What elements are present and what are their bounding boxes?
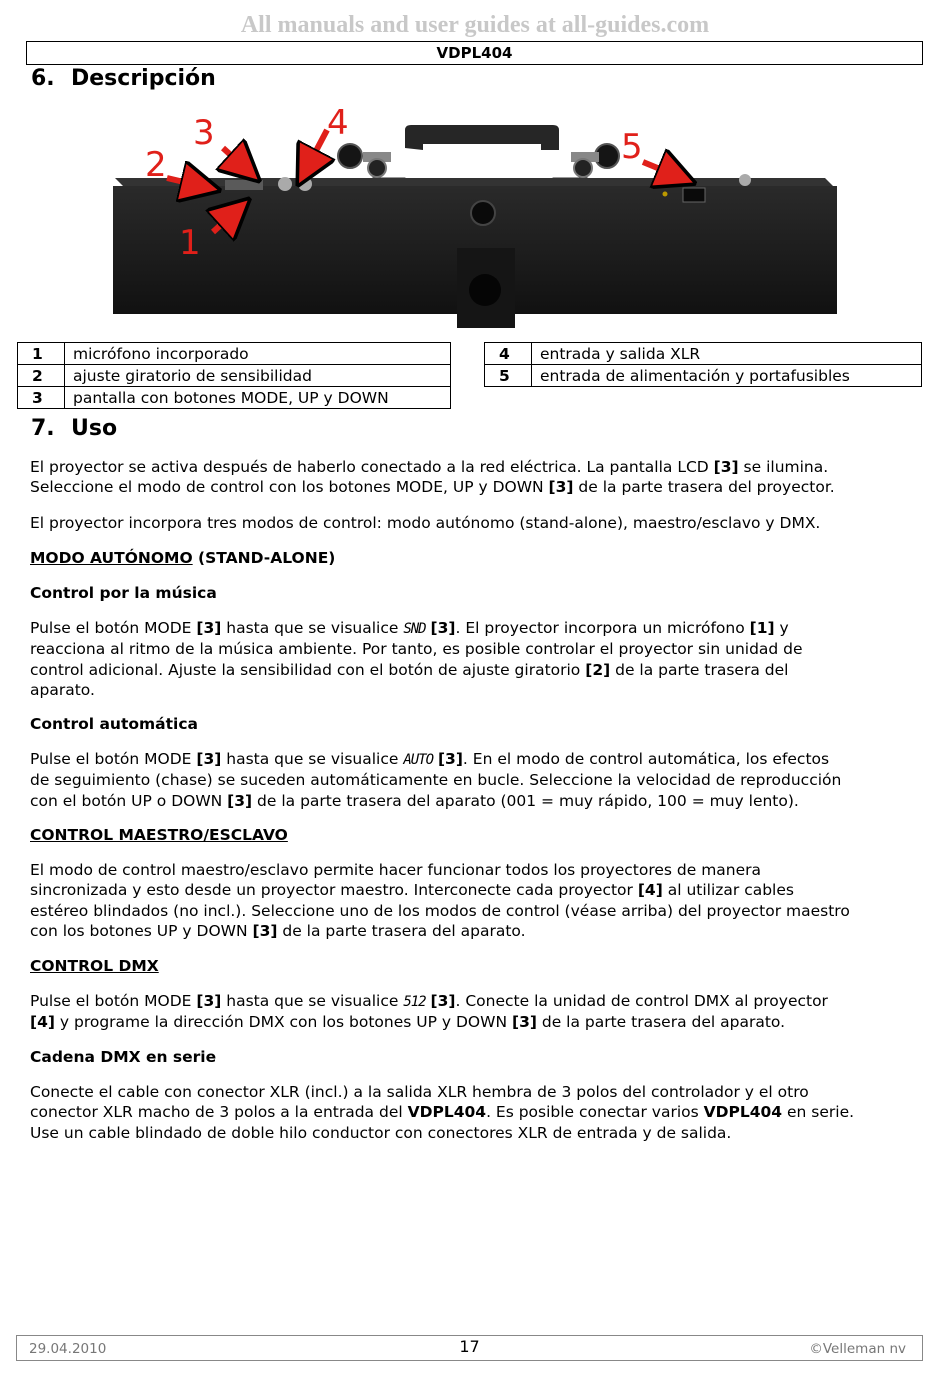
heading-dmx: CONTROL DMX bbox=[30, 957, 159, 975]
lcd-text-auto: AUTO bbox=[403, 752, 434, 768]
paragraph-dmx-chain: Conecte el cable con conector XLR (incl.) a la salida XLR hembra de 3 polos del controlador y el otro conector XLR macho de 3 polos a la entrada del VDPL404. Es posible conectar varios VDPL404 en serie. Use un cable blindado de doble hilo conductor con conectores XLR de entrada y de salida. bbox=[30, 1083, 855, 1142]
heading-master-slave: CONTROL MAESTRO/ESCLAVO bbox=[30, 826, 288, 844]
footer-copyright: ©Velleman nv bbox=[809, 1341, 906, 1357]
legend-table-right bbox=[484, 342, 922, 387]
section-heading: Descripción bbox=[71, 66, 216, 91]
legend-number: 4 bbox=[485, 343, 532, 365]
callout-4: 4 bbox=[327, 103, 349, 143]
section-title-uso bbox=[31, 416, 117, 441]
legend-row bbox=[485, 365, 922, 387]
heading-dmx-chain: Cadena DMX en serie bbox=[30, 1048, 217, 1066]
lcd-display bbox=[225, 180, 263, 190]
legend-text: ajuste giratorio de sensibilidad bbox=[65, 365, 451, 387]
callout-5: 5 bbox=[621, 127, 643, 167]
section-number: 7. bbox=[31, 416, 55, 441]
paragraph-master-slave: El modo de control maestro/esclavo permite hacer funcionar todos los proyectores de manera sincronizada y esto desde un proyector maestro. Interconecte cada proyector [4] al utilizar cables estéreo blindados (no incl.). Seleccione uno de los modos de control (véase arriba) del proyector maestro con los botones UP y DOWN [3] de la parte trasera del aparato. bbox=[30, 861, 850, 940]
paragraph-dmx: Pulse el botón MODE [3] hasta que se visualice 512 [3]. Conecte la unidad de control DMX al proyector [4] y programe la dirección DMX con los botones UP y DOWN [3] de la parte trasera del aparato. bbox=[30, 992, 828, 1032]
legend-text: entrada de alimentación y portafusibles bbox=[532, 365, 922, 387]
legend-number: 3 bbox=[18, 387, 65, 409]
watermark: All manuals and user guides at all-guides.com bbox=[240, 12, 710, 38]
callout-3: 3 bbox=[193, 113, 215, 153]
legend-number: 2 bbox=[18, 365, 65, 387]
callout-2: 2 bbox=[145, 145, 167, 185]
heading-standalone: MODO AUTÓNOMO (STAND-ALONE) bbox=[30, 549, 336, 567]
section-number: 6. bbox=[31, 66, 55, 91]
legend-row bbox=[18, 343, 451, 365]
legend-text: micrófono incorporado bbox=[65, 343, 451, 365]
heading-music-control: Control por la música bbox=[30, 584, 217, 602]
section-title-descripcion bbox=[31, 66, 216, 91]
paragraph-music-control: Pulse el botón MODE [3] hasta que se visualice SND [3]. El proyector incorpora un micrófono [1] y reacciona al ritmo de la música ambiente. Por tanto, es posible controlar el proyector sin unidad de control adicional. Ajuste la sensibilidad con el botón de ajuste giratorio [2] de la parte trasera del aparato. bbox=[30, 619, 803, 699]
product-photo bbox=[105, 100, 845, 340]
callout-1: 1 bbox=[179, 223, 201, 263]
lcd-text-snd: SND bbox=[403, 621, 426, 637]
paragraph-auto-control: Pulse el botón MODE [3] hasta que se visualice AUTO [3]. En el modo de control automática, los efectos de seguimiento (chase) se suceden automáticamente en bucle. Seleccione la velocidad de reproducción con el botón UP o DOWN [3] de la parte trasera del aparato (001 = muy rápido, 100 = muy lento). bbox=[30, 750, 842, 810]
legend-text: entrada y salida XLR bbox=[532, 343, 922, 365]
legend-number: 1 bbox=[18, 343, 65, 365]
legend-text: pantalla con botones MODE, UP y DOWN bbox=[65, 387, 451, 409]
page-number: 17 bbox=[459, 1337, 480, 1356]
legend-row bbox=[18, 365, 451, 387]
legend-row bbox=[18, 387, 451, 409]
lcd-text-512: 512 bbox=[403, 994, 426, 1010]
legend-row bbox=[485, 343, 922, 365]
paragraph-intro: El proyector se activa después de haberlo conectado a la red eléctrica. La pantalla LCD [3] se ilumina. Seleccione el modo de control con los botones MODE, UP y DOWN [3] de la parte trasera del proyector. bbox=[30, 458, 835, 497]
section-heading: Uso bbox=[71, 416, 118, 441]
footer-date: 29.04.2010 bbox=[29, 1341, 107, 1357]
legend-number: 5 bbox=[485, 365, 532, 387]
paragraph-modes: El proyector incorpora tres modos de control: modo autónomo (stand-alone), maestro/esclavo y DMX. bbox=[30, 514, 821, 532]
page-footer bbox=[16, 1335, 923, 1361]
heading-auto-control: Control automática bbox=[30, 715, 199, 733]
page-header-model: VDPL404 bbox=[26, 41, 923, 65]
legend-table-left bbox=[17, 342, 451, 409]
